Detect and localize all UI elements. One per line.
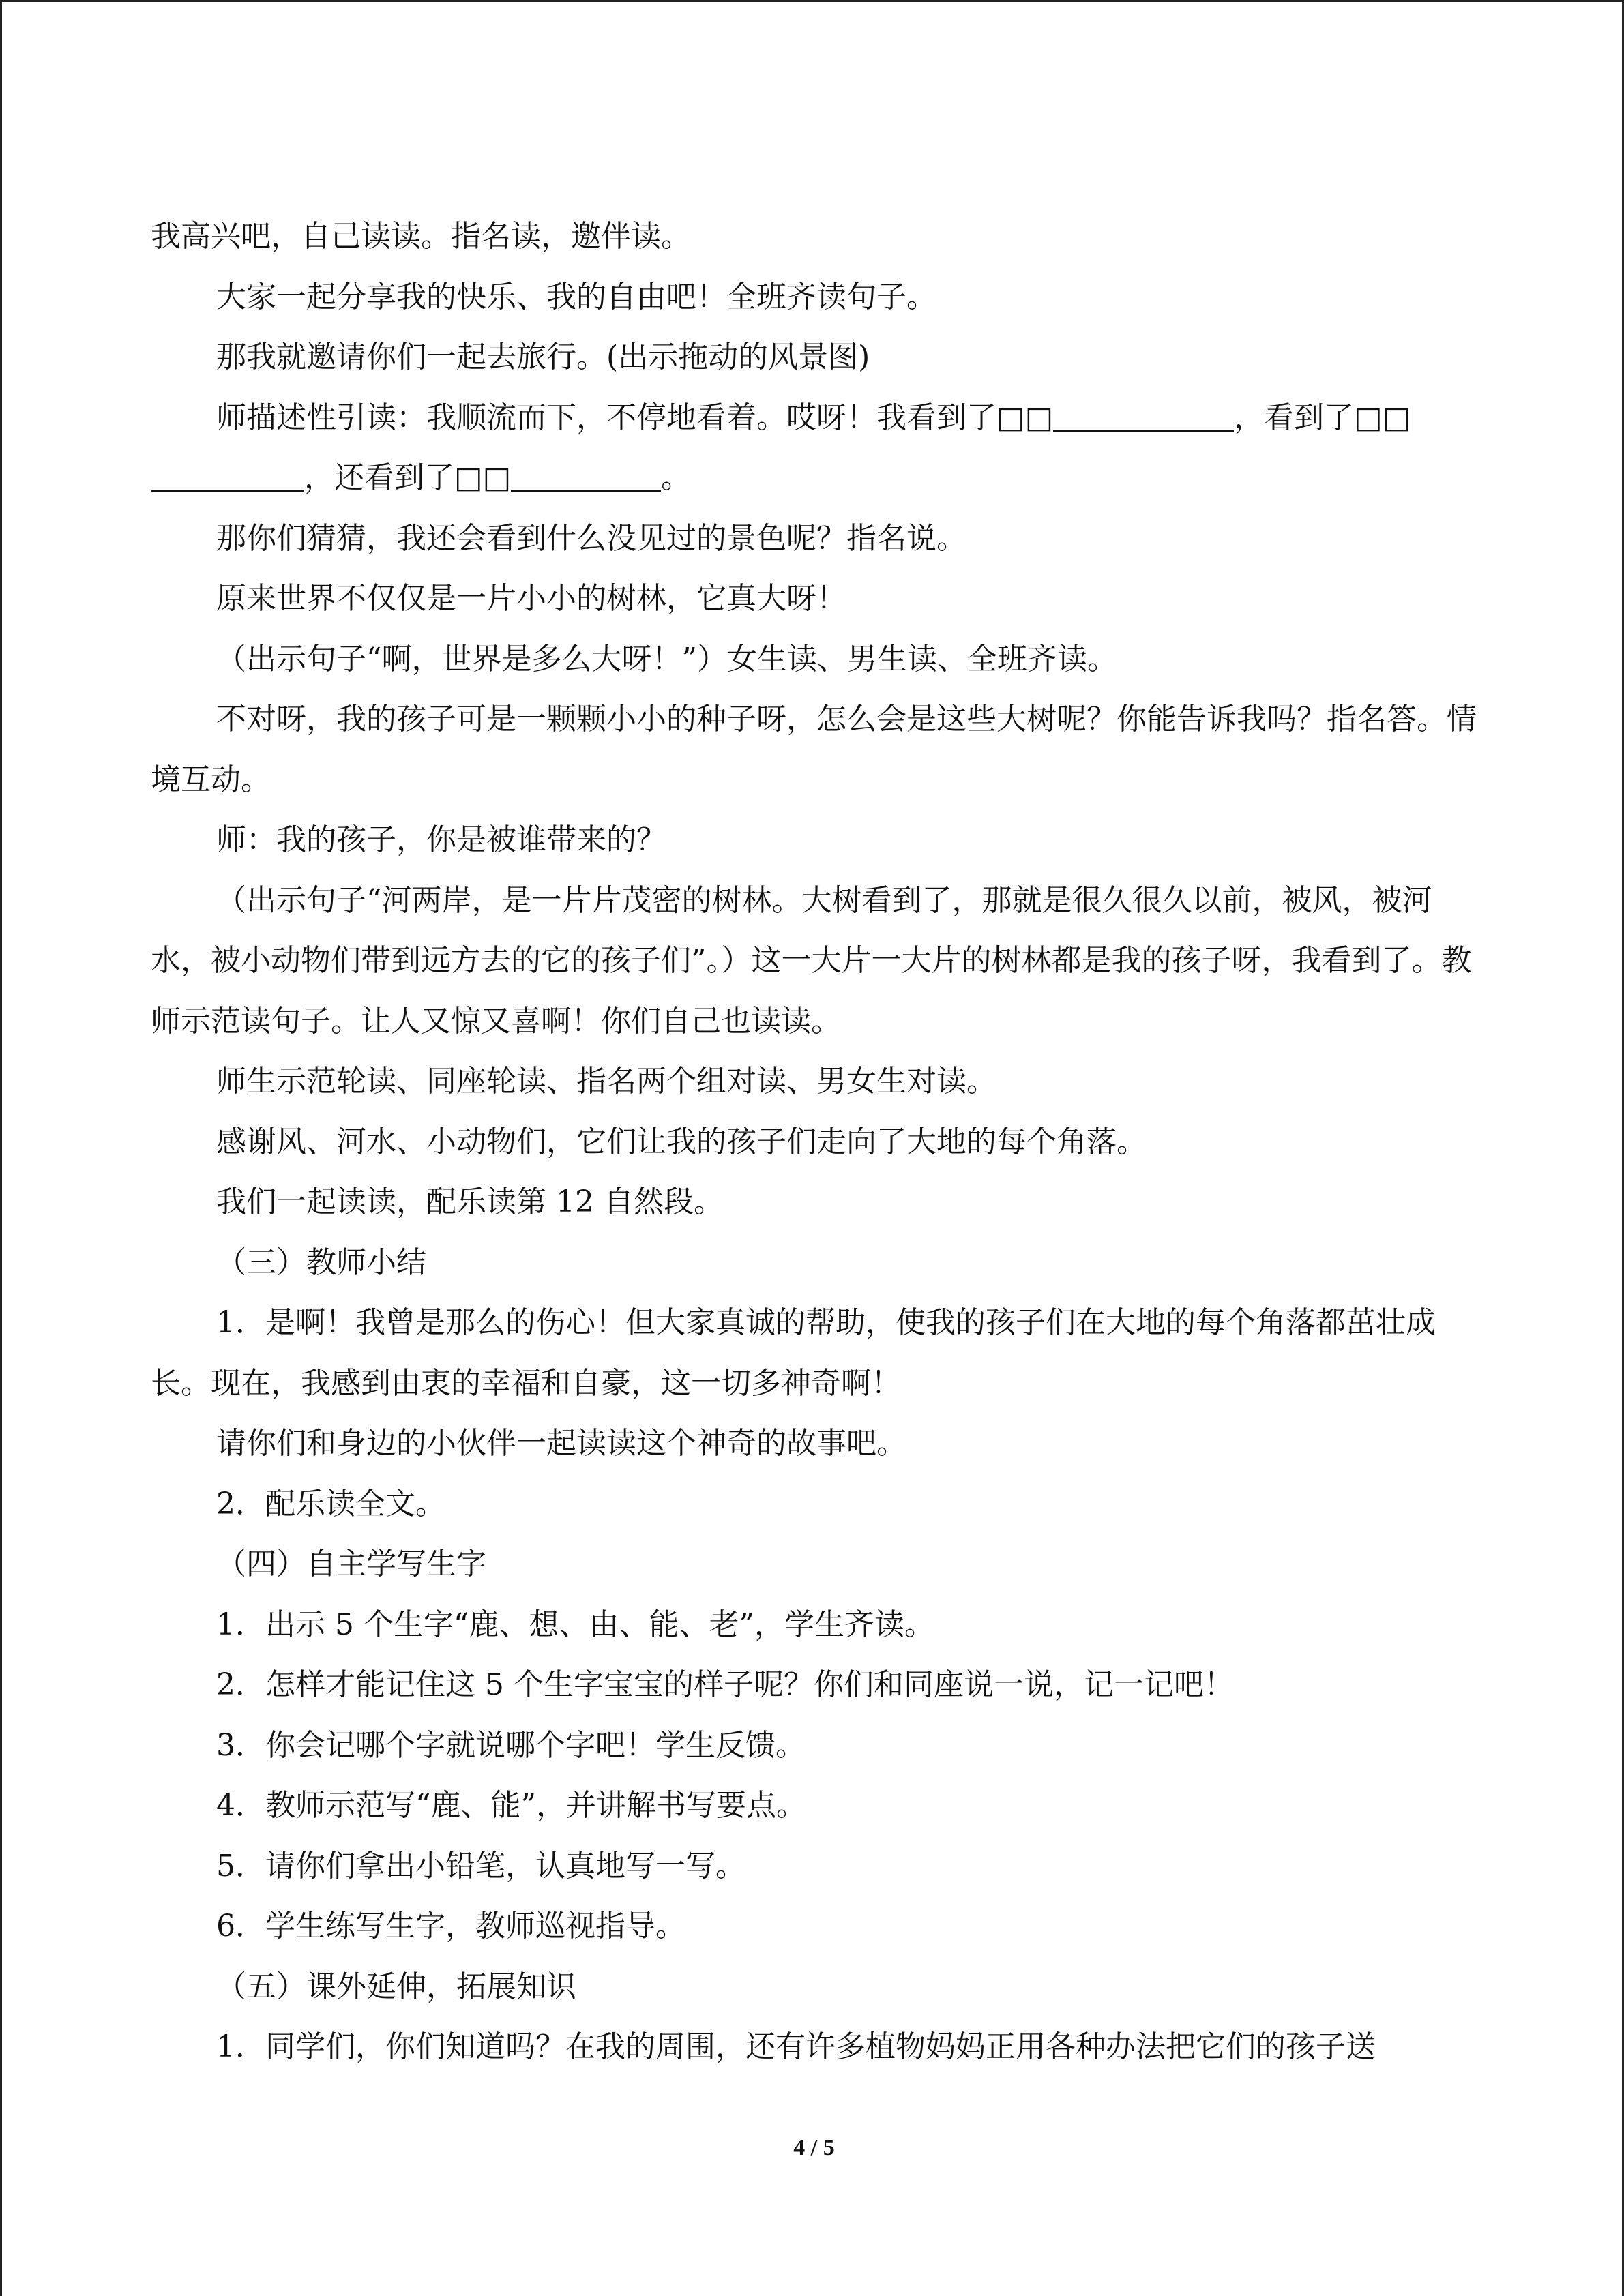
fill-in-text-1: 师描述性引读：我顺流而下，不停地看着。哎呀！我看到了□□ xyxy=(216,400,1054,435)
paragraph-16: 请你们和身边的小伙伴一起读读这个神奇的故事吧。 xyxy=(216,1426,906,1461)
paragraph-10: （出示句子“河两岸，是一片片茂密的树林。大树看到了，那就是很久很久以前，被风，被河水，被小动物们带到远方去的它的孩子们”。）这一大片一大片的树林都是我的孩子呀，我看到了。教师示范读句子。让人又惊又喜啊！你们自己也读读。 xyxy=(151,882,1472,1039)
paragraph-7: （出示句子“啊，世界是多么大呀！”）女生读、男生读、全班齐读。 xyxy=(216,641,1117,676)
paragraph-21: 3．你会记哪个字就说哪个字吧！学生反馈。 xyxy=(216,1727,806,1763)
paragraph-2: 大家一起分享我的快乐、我的自由吧！全班齐读句子。 xyxy=(216,279,936,314)
fill-in-text-3: ，还看到了□□ xyxy=(304,460,512,495)
fill-in-blank-2 xyxy=(151,462,304,492)
section-heading-4: （四）自主学写生字 xyxy=(216,1547,486,1581)
paragraph-3: 那我就邀请你们一起去旅行。(出示拖动的风景图) xyxy=(216,340,870,374)
section-heading-5: （五）课外延伸，拓展知识 xyxy=(216,1969,576,2004)
paragraph-11: 师生示范轮读、同座轮读、指名两个组对读、男女生对读。 xyxy=(216,1064,996,1099)
paragraph-13: 我们一起读读，配乐读第 12 自然段。 xyxy=(216,1184,724,1219)
section-heading-3: （三）教师小结 xyxy=(216,1244,426,1280)
paragraph-8: 不对呀，我的孩子可是一颗颗小小的种子呀，怎么会是这些大树呢？你能告诉我吗？指名答。情境互动。 xyxy=(151,702,1477,797)
fill-in-blank-3 xyxy=(511,462,661,492)
paragraph-23: 5．请你们拿出小铅笔，认真地写一写。 xyxy=(216,1848,745,1883)
paragraph-4-fill-in xyxy=(151,388,1477,509)
fill-in-text-4: 。 xyxy=(661,460,692,495)
paragraph-6: 原来世界不仅仅是一片小小的树林，它真大呀！ xyxy=(216,581,846,616)
paragraph-5: 那你们猜猜，我还会看到什么没见过的景色呢？指名说。 xyxy=(216,520,966,556)
paragraph-1: 我高兴吧，自己读读。指名读，邀伴读。 xyxy=(151,219,691,254)
document-body xyxy=(151,207,1477,2078)
paragraph-22: 4．教师示范写“鹿、能”，并讲解书写要点。 xyxy=(216,1788,806,1823)
paragraph-19: 1．出示 5 个生字“鹿、想、由、能、老”，学生齐读。 xyxy=(216,1607,934,1642)
paragraph-20: 2．怎样才能记住这 5 个生字宝宝的样子呢？你们和同座说一说，记一记吧！ xyxy=(216,1667,1234,1702)
page-number: 4 / 5 xyxy=(793,2135,835,2160)
paragraph-17: 2．配乐读全文。 xyxy=(216,1486,445,1521)
paragraph-9: 师：我的孩子，你是被谁带来的？ xyxy=(216,822,666,857)
paragraph-24: 6．学生练写生字，教师巡视指导。 xyxy=(216,1909,685,1943)
paragraph-26: 1．同学们，你们知道吗？在我的周围，还有许多植物妈妈正用各种办法把它们的孩子送 xyxy=(216,2029,1376,2064)
fill-in-blank-1 xyxy=(1053,402,1234,432)
paragraph-12: 感谢风、河水、小动物们，它们让我的孩子们走向了大地的每个角落。 xyxy=(216,1124,1147,1159)
fill-in-text-2: ，看到了□□ xyxy=(1234,400,1411,435)
paragraph-15: 1．是啊！我曾是那么的伤心！但大家真诚的帮助，使我的孩子们在大地的每个角落都茁壮成长。现在，我感到由衷的幸福和自豪，这一切多神奇啊！ xyxy=(151,1305,1436,1401)
